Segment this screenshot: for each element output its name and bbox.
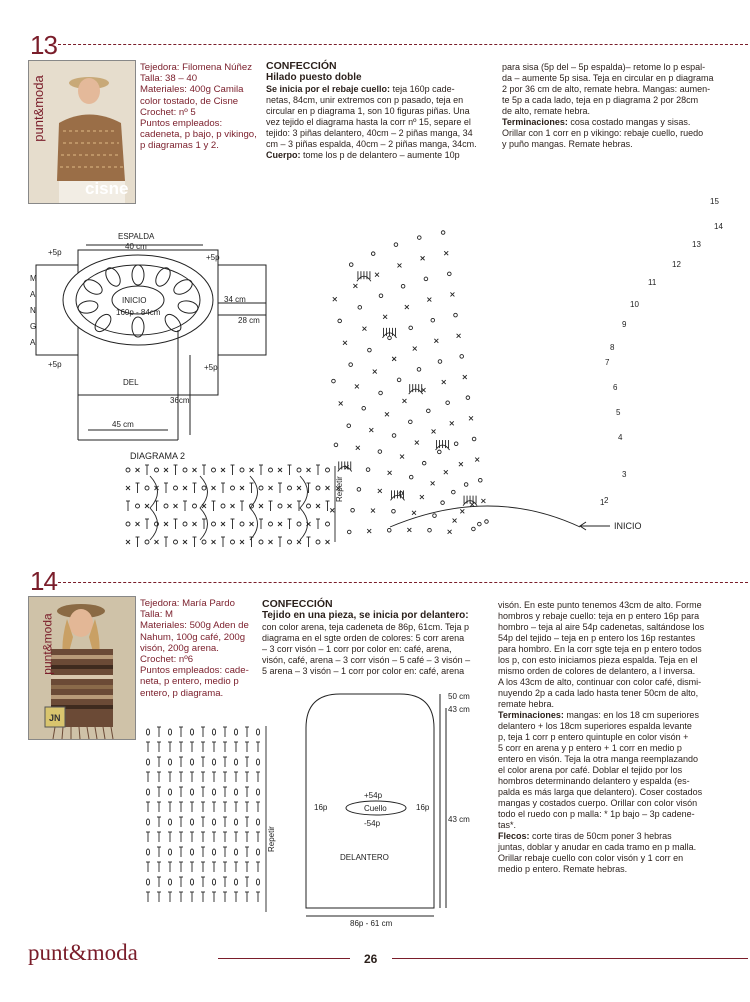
crochet-diagram-1: [330, 165, 730, 550]
svg-text:-54p: -54p: [364, 819, 381, 828]
brand-tag-vertical: punt&moda: [30, 75, 46, 142]
svg-text:+5p: +5p: [48, 248, 62, 257]
instructions-col1-13: CONFECCIÓN Hilado puesto doble Se inicia por el rebaje cuello: teja 160p cade- netas, 84cm, unir extremos con p pasado, teja en circular en p diagrama 1, son 10 figuras piñas. Una vez tejido el diagrama hasta la corr nº 15, separe el tejido: 3 piñas delantero, 40cm – 2 piñas manga, 34 cm – 3 piñas espalda, 40cm – 2 piñas manga, 34cm. Cuerpo: tome los p de delantero – aumente 10p: [266, 60, 494, 161]
svg-text:28 cm: 28 cm: [238, 316, 260, 325]
yarn-brand-logo: cisne: [85, 179, 129, 198]
svg-text:A: A: [30, 290, 36, 299]
footer-brand: punt&moda: [28, 940, 138, 965]
svg-text:M: M: [30, 274, 37, 283]
svg-text:5: 5: [616, 408, 621, 417]
svg-text:3: 3: [622, 470, 627, 479]
brand-tag-vertical: punt&moda: [40, 613, 55, 675]
svg-text:14: 14: [714, 222, 723, 231]
label-inicio: INICIO: [122, 296, 147, 305]
svg-text:4: 4: [618, 433, 623, 442]
svg-text:13: 13: [692, 240, 701, 249]
section-number-13: 13: [30, 30, 57, 60]
svg-text:Repetir: Repetir: [335, 476, 344, 502]
instructions-col2-13: para sisa (5p del – 5p espalda)– retome lo p espal- da – aumente 5p sisa. Teja en circular en p diagrama 2 por 36 cm de alto, remate hebra. Mangas: aumen- te 5p a cada lado, teja en p diagrama 2 por 28cm de alto, remate hebra. Terminaciones: cosa costado mangas y sisas. Orillar con 1 corr en p vikingo: rebaje cuello, ruedo y puño mangas. Remate hebras.: [502, 62, 714, 149]
stitch-chart-14: [140, 722, 280, 922]
svg-text:+5p: +5p: [206, 253, 220, 262]
crochet-diagram-2: [120, 462, 360, 554]
footer-rule: [392, 958, 748, 959]
svg-text:2: 2: [604, 496, 609, 505]
svg-text:86p - 61 cm: 86p - 61 cm: [350, 919, 393, 928]
svg-text:34 cm: 34 cm: [224, 295, 246, 304]
svg-text:15: 15: [710, 197, 719, 206]
diagram1-row-numbers: [600, 197, 723, 507]
svg-text:11: 11: [648, 278, 657, 287]
svg-text:6: 6: [613, 383, 618, 392]
confeccion-heading: CONFECCIÓN: [266, 60, 337, 72]
instructions-col2-14: visón. En este punto tenemos 43cm de alto. Forme hombros y rebaje cuello: teja en p entero 16p para hombro – teja al aire 54p cadenetas, saltándose los 54p del tejido – teja en p entero los 16p restantes para hombro. En la corr sgte teja en p entero todos los p, con esto iniciamos pieza espalda. Teja en el mismo orden de colores de delantero, a l inversa. A los 43cm de alto, continuar con color café, dismi- nuyendo 2p a cada lado hasta tener 50cm de alto, remate hebra. Terminaciones: mangas: en los 18 cm superiores delantero + los 18cm superiores espalda levante p, teja 1 corr p entero quintuple en color visón + 5 corr en arena y p entero + 1 corr en medio p entero en visón. Teja la otra manga reemplazando el color arena por café. Doblar el tejido por los hombros determinando delantero y espalda (es- palda es más larga que delantero). Coser costados mangas y costados cuerpo. Orillar con color visón todo el ruedo con p malla: * 1p bajo – 3p cadene- tas*. Flecos: corte tiras de 50cm poner 3 hebras juntas, doblar y anudar en cada tramo en p malla. Orillar rebaje cuello con color visón y 1 corr en medio p entero. Remate hebras.: [498, 600, 705, 874]
svg-text:1: 1: [600, 498, 605, 507]
project-info-14: Tejedora: María Pardo Talla: M Materiales: 500g Aden de Nahum, 100g café, 200g visón, 200g arena. Crochet: nº6 Puntos empleados: cade- neta, p entero, medio p entero, p diagrama.: [140, 598, 249, 699]
svg-text:JN: JN: [49, 713, 61, 723]
project-info-13: Tejedora: Filomena Núñez Talla: 38 – 40 Materiales: 400g Camila color tostado, de Cisne Crochet: nº 5 Puntos empleados: cadeneta, p bajo, p vikingo, p diagramas 1 y 2.: [140, 62, 257, 152]
svg-text:16p: 16p: [416, 803, 430, 812]
svg-text:10: 10: [630, 300, 639, 309]
label-espalda-width: 40 cm: [125, 242, 147, 251]
svg-text:9: 9: [622, 320, 627, 329]
svg-text:7: 7: [605, 358, 610, 367]
svg-text:43 cm: 43 cm: [448, 815, 470, 824]
svg-text:Repetir: Repetir: [267, 826, 276, 852]
model-photo-13: [28, 60, 136, 204]
svg-text:50 cm: 50 cm: [448, 692, 470, 701]
svg-text:160p - 84cm: 160p - 84cm: [116, 308, 161, 317]
svg-text:8: 8: [610, 343, 615, 352]
svg-text:12: 12: [672, 260, 681, 269]
section-number-14: 14: [30, 566, 57, 596]
garment-schematic-13: [28, 215, 278, 445]
svg-text:G: G: [30, 322, 37, 331]
svg-text:A: A: [30, 338, 36, 347]
svg-text:16p: 16p: [314, 803, 328, 812]
section-divider: [58, 44, 748, 45]
label-del: DEL: [123, 378, 139, 387]
label-delantero: DELANTERO: [340, 853, 389, 862]
garment-schematic-14: [300, 688, 480, 928]
instructions-col1-14: CONFECCIÓN Tejido en una pieza, se inicia por delantero: con color arena, teja cadeneta de 86p, 61cm. Teja p diagrama en el sgte orden de colores: 5 corr arena – 3 corr visón – 1 corr por color en: café, arena, visón, café, arena – 3 corr visón – 5 café – 3 visón – 5 arena – 3 visón – 1 corr por color en: café, arena: [262, 598, 492, 677]
section-divider: [58, 582, 748, 583]
label-cuello: Cuello: [364, 804, 387, 813]
footer-rule: [218, 958, 350, 959]
svg-text:+54p: +54p: [364, 791, 383, 800]
label-inicio-arrow: INICIO: [614, 521, 642, 531]
confeccion-heading: CONFECCIÓN: [262, 598, 333, 610]
svg-text:36cm: 36cm: [170, 396, 190, 405]
svg-text:+5p: +5p: [48, 360, 62, 369]
svg-text:N: N: [30, 306, 36, 315]
svg-text:+5p: +5p: [204, 363, 218, 372]
svg-text:43 cm: 43 cm: [448, 705, 470, 714]
label-espalda: ESPALDA: [118, 232, 155, 241]
diagram2-title: DIAGRAMA 2: [130, 451, 186, 461]
svg-text:45 cm: 45 cm: [112, 420, 134, 429]
page-number: 26: [364, 952, 378, 966]
model-photo-14: [28, 596, 136, 740]
